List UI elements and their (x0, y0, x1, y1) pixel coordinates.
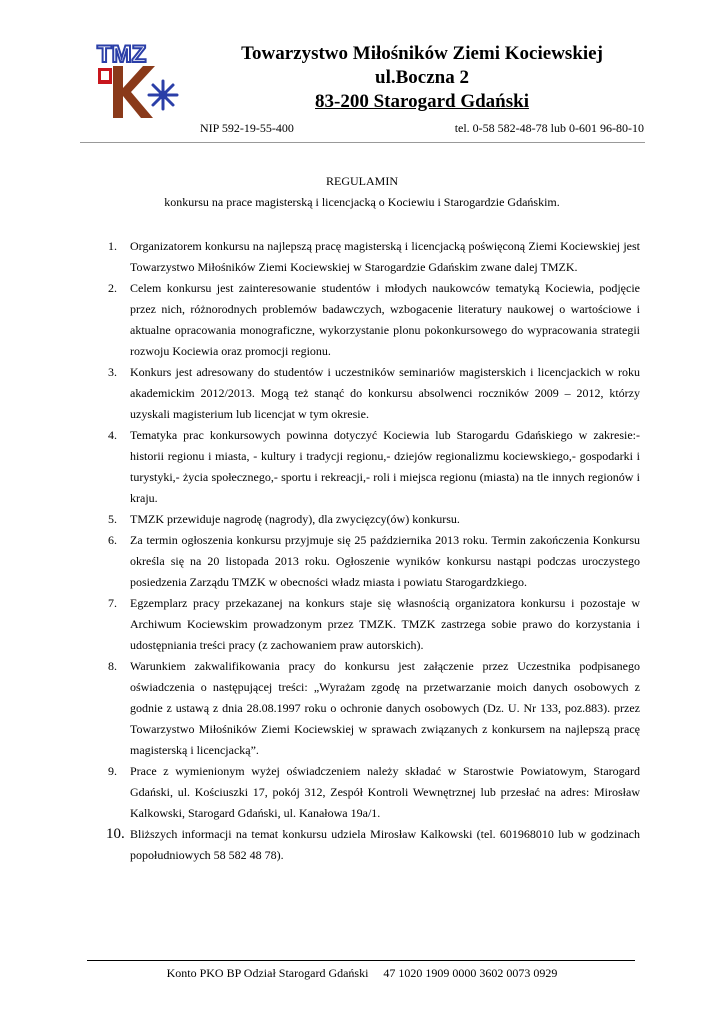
rule-text: Konkurs jest adresowany do studentów i uczestników seminariów magisterskich i licencjackich w roku akademickim 2012/2013. Mogą też stanąć do konkursu absolwenci roczników 2009 – 2012, którzy uzyskali magisterium lub licencjat w tym okresie. (130, 365, 640, 421)
logo-text: TMZ (97, 41, 147, 68)
rule-number: 6. (108, 533, 117, 547)
rule-item (80, 824, 640, 866)
header-divider (80, 142, 645, 143)
rule-text: Celem konkursu jest zainteresowanie studentów i młodych naukowców tematyką Kociewia, podjęcie przez nich, różnorodnych problemów badawczych, wzbogacenie literatury naukowej o wartościowe i aktualne opracowania monograficzne, wykorzystanie plonu pokonkursowego do wypracowania strategii rozwoju Kociewia oraz promocji regionu. (130, 281, 640, 358)
logo-snowflake (149, 81, 177, 109)
footer-divider (87, 960, 635, 961)
rule-number: 4. (108, 428, 117, 442)
rule-text: Bliższych informacji na temat konkursu udziela Mirosław Kalkowski (tel. 601968010 lub w godzinach popołudniowych 58 582 48 78). (130, 827, 640, 862)
rule-text: Prace z wymienionym wyżej oświadczeniem należy składać w Starostwie Powiatowym, Starogard Gdański, ul. Kościuszki 17, pokój 312, Zespół Kontroli Wewnętrznej lub przesłać na adres: Mirosław Kalkowski, Starogard Gdański, ul. Kanałowa 19a/1. (130, 764, 640, 820)
rule-number: 5. (108, 512, 117, 526)
rule-item (80, 278, 640, 362)
rule-item (80, 530, 640, 593)
rule-item (80, 593, 640, 656)
rule-text: Organizatorem konkursu na najlepszą pracę magisterską i licencjacką poświęconą Ziemi Kociewskiej jest Towarzystwo Miłośników Ziemi Kociewskiej w Starogardzie Gdańskim zwane dalej TMZK. (130, 239, 640, 274)
rule-number: 7. (108, 596, 117, 610)
org-name: Towarzystwo Miłośników Ziemi Kociewskiej (241, 43, 603, 64)
org-city: 83-200 Starogard Gdański (315, 91, 529, 112)
bank-account: Konto PKO BP Odział Starogard Gdański 47 1020 1909 0000 3602 0073 0929 (166, 966, 558, 980)
rule-number: 3. (108, 365, 117, 379)
rule-item (80, 425, 640, 509)
tmzk-logo (95, 40, 180, 120)
org-street: ul.Boczna 2 (375, 67, 469, 88)
document-title: REGULAMIN (326, 174, 398, 188)
logo-k-letter (113, 66, 155, 118)
rule-item (80, 509, 640, 530)
rule-text: Egzemplarz pracy przekazanej na konkurs staje się własnością organizatora konkursu i pozostaje w Archiwum Kociewskim prowadzonym przez TMZK. TMZK zastrzega sobie prawo do korzystania i udostępniania treści pracy (z zachowaniem praw autorskich). (130, 596, 640, 652)
logo-shield-griffin (101, 71, 109, 80)
rule-number: 9. (108, 764, 117, 778)
rule-text: TMZK przewiduje nagrodę (nagrody), dla zwycięzcy(ów) konkursu. (130, 512, 460, 526)
rule-item (80, 362, 640, 425)
rule-item (80, 761, 640, 824)
rule-number: 1. (108, 239, 117, 253)
rule-text: Tematyka prac konkursowych powinna dotyczyć Kociewia lub Starogardu Gdańskiego w zakresie:- historii regionu i miasta, - kultury i tradycji regionu,- dziejów regionalizmu kociewskiego,- gospodarki i turystyki,- życia społecznego,- sportu i rekreacji,- roli i miejsca regionu (miasta) na tle innych regionów i kraju. (130, 428, 640, 505)
rule-text: Za termin ogłoszenia konkursu przyjmuje się 25 października 2013 roku. Termin zakończenia Konkursu określa się na 20 listopada 2013 roku. Ogłoszenie wyników konkursu nastąpi podczas uroczystego posiedzenia Zarządu TMZK w obecności władz miasta i powiatu Starogardzkiego. (130, 533, 640, 589)
document-subtitle: konkursu na prace magisterską i licencjacką o Kociewiu i Starogardzie Gdańskim. (164, 195, 560, 209)
rule-text: Warunkiem zakwalifikowania pracy do konkursu jest załączenie przez Uczestnika podpisanego oświadczenia o następującej treści: „Wyrażam zgodę na przetwarzanie moich danych osobowych z godnie z ustawą z dnia 28.08.1997 roku o ochronie danych osobowych (Dz. U. Nr 133, poz.883). przez Towarzystwo Miłośników Ziemi Kociewskiej w sprawach związanych z konkursem na najlepszą pracę magisterską i licencjacką”. (130, 659, 640, 757)
rule-item (80, 656, 640, 761)
rule-number: 10. (106, 826, 125, 842)
nip-number: NIP 592-19-55-400 (200, 121, 294, 135)
phone-numbers: tel. 0-58 582-48-78 lub 0-601 96-80-10 (454, 121, 644, 135)
rule-number: 8. (108, 659, 117, 673)
tmzk-logo-icon (95, 40, 180, 120)
rule-item (80, 236, 640, 278)
rule-number: 2. (108, 281, 117, 295)
rules-list (80, 236, 640, 866)
